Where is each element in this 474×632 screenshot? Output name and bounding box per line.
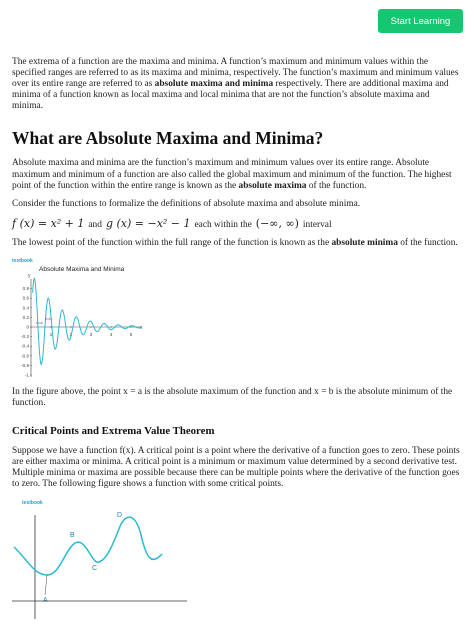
y-tick-label: 0.4 [22,305,29,311]
point-d-label: D [117,511,123,519]
label-x-b: x=b [45,315,52,321]
math-f-expression: f (x) = x² + 1 [12,216,85,230]
y-ticks [21,286,32,377]
y-tick-label: 0.6 [22,295,29,301]
x-tick-label: 1 [49,332,53,338]
start-learning-button[interactable]: Start Learning [378,9,463,33]
math-functions-line: f (x) = x² + 1 and g (x) = −x² − 1 each within the (−∞, ∞) interval [12,216,332,230]
figure-title: Absolute Maxima and Minima [39,265,125,273]
x-tick-label: 4 [109,332,113,338]
point-b-label: B [70,531,75,539]
intro-paragraph: The extrema of a function are the maxima and minima. A function’s maximum and minimum values within the specified ranges are referred to as its maxima and minima, respectively. The function’s maximum and minimum values over its entire range are referred to as absolute maxima and minima respectively. There are additional maxima and minima of a function known as local maxima and local minima that are not the function’s absolute maxima and minima. [12,57,459,112]
math-g-expression: g (x) = −x² − 1 [105,216,191,230]
pointer-a [45,575,47,595]
x-tick-label: 5 [129,332,133,338]
x-ticks [50,326,133,338]
critical-curve [14,517,162,575]
math-interval: (−∞, ∞) [255,216,299,230]
point-a-label: A [43,596,48,604]
figure-svg [12,257,172,377]
x-tick-label: 3 [89,332,93,338]
section-heading-absolute-maxima-minima: What are Absolute Maxima and Minima? [12,128,324,149]
point-c-label: C [92,564,98,572]
brand-logo: testbook [12,257,33,264]
x-tick-label: 2 [69,332,73,338]
y-tick-label: -1 [24,372,29,377]
definition-paragraph: Absolute maxima and minima are the function’s maximum and minimum values over its entire range. Absolute maximum and minimum of a function are also called the global maximum and minimum of the function. The highest point of the function within the entire range is known as the absolute maxima of the function. [12,158,452,191]
y-axis-label: y [28,272,31,279]
figure-explanation-paragraph: In the figure above, the point x = a is the absolute maximum of the function and x = b is the absolute minimum of the function. [12,386,453,409]
y-tick-label: 0.2 [22,314,29,320]
top-bar [0,0,474,42]
absolute-maxima-minima-figure [12,257,172,377]
label-x-a: x=a [36,319,43,325]
brand-logo-2: testbook [22,499,43,506]
critical-points-paragraph: Suppose we have a function f(x). A critical point is a point where the derivative of a function goes to zero. These points are either maxima or minima. A critical point is a minimum or maximum value determined by a second derivative test. Multiple minima or maxima are possible because there can be multiple points where the derivative of the function goes to zero. The following figure shows a function with some critical points. [12,446,460,490]
y-tick-label: -0.4 [21,343,29,349]
absolute-minima-paragraph: The lowest point of the function within the full range of the function is known as the absolute minima of the function. [12,237,458,248]
article-content [12,57,462,619]
x-axis-label: x [140,324,143,331]
y-tick-label: -0.6 [21,353,29,359]
y-tick-label: -0.8 [21,362,29,368]
critical-points-figure [12,499,192,619]
consider-paragraph: Consider the functions to formalize the definitions of absolute maxima and absolute minima. [12,198,361,209]
y-tick-label: -0.2 [21,334,29,340]
critical-figure-svg [12,499,192,619]
y-tick-label: 0.8 [22,286,29,292]
section-heading-critical-points: Critical Points and Extrema Value Theorem [12,425,215,438]
y-tick-label: 0 [26,324,29,330]
damped-curve [33,278,141,364]
